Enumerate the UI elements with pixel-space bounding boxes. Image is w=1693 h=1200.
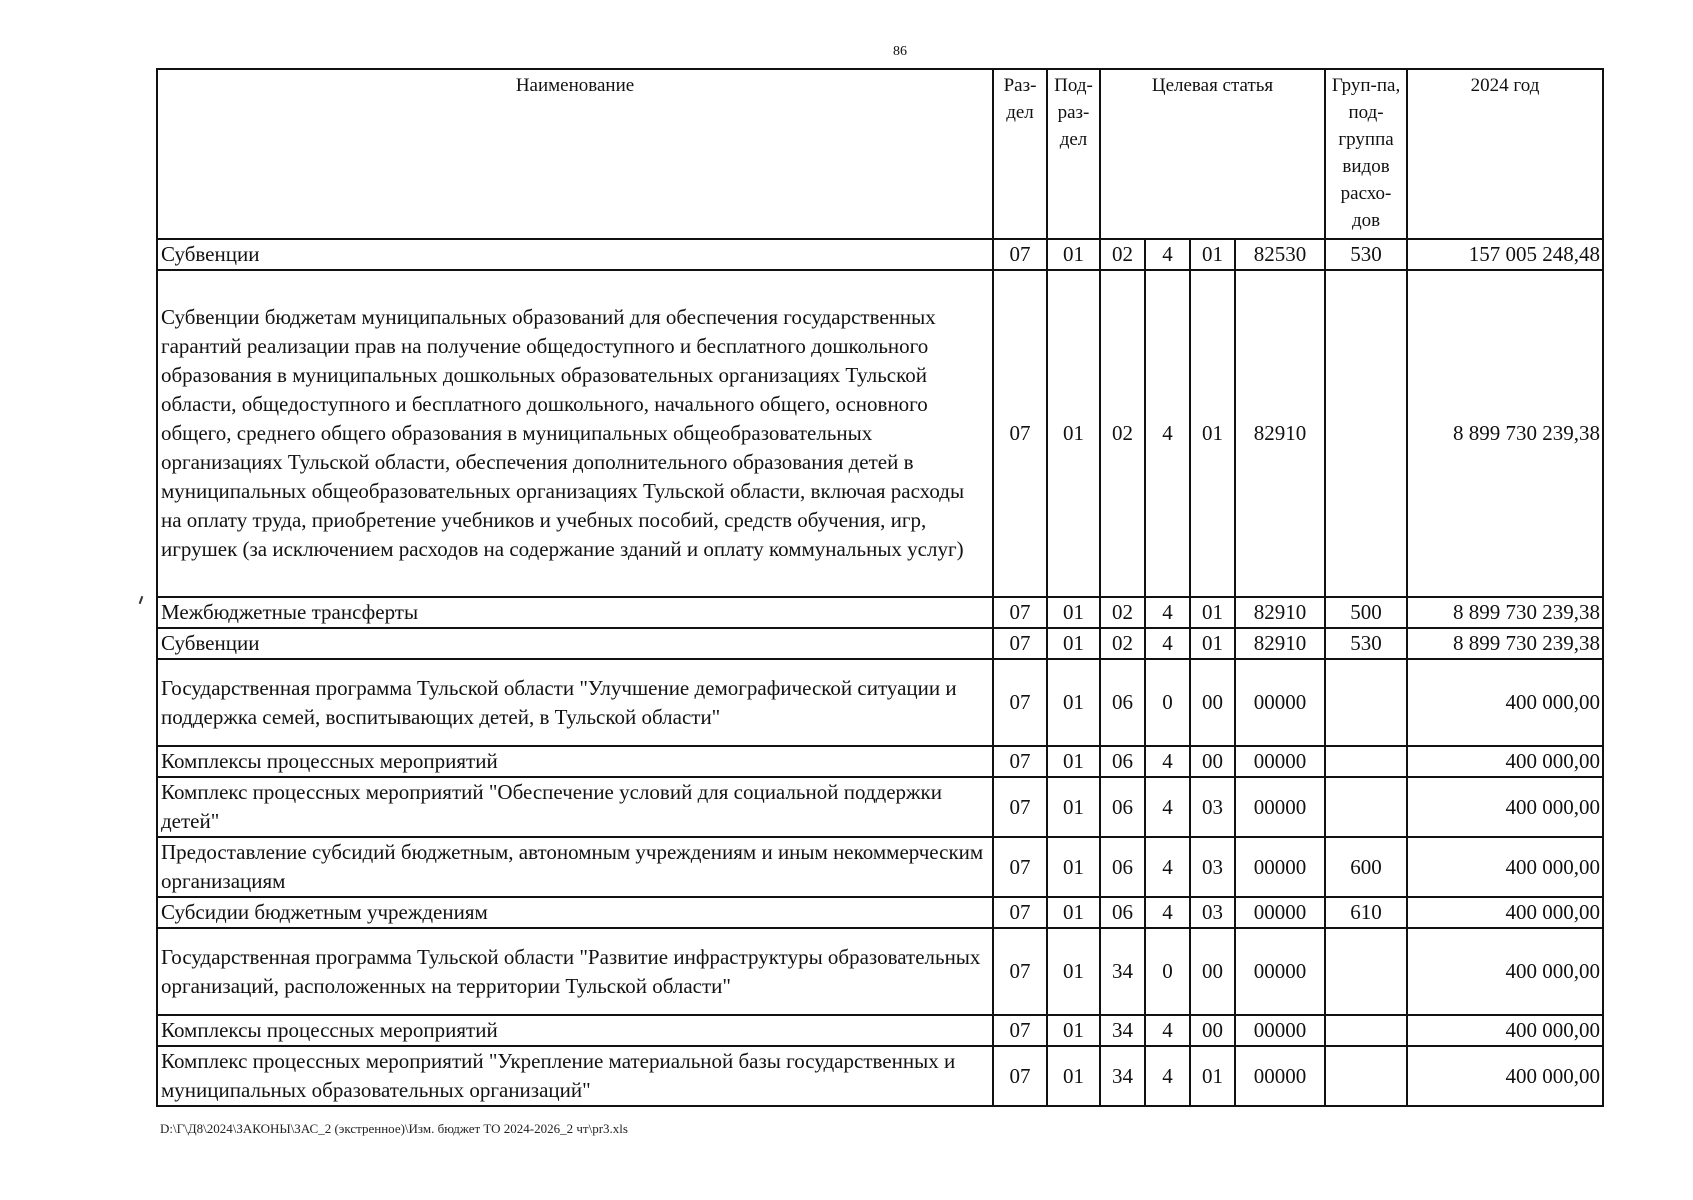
header-name: Наименование — [157, 69, 993, 239]
row-expense-group — [1325, 1046, 1407, 1106]
row-subsection: 01 — [1047, 897, 1100, 928]
row-amount: 400 000,00 — [1407, 837, 1603, 897]
row-article-program: 06 — [1100, 659, 1145, 746]
row-section: 07 — [993, 597, 1047, 628]
row-subsection: 01 — [1047, 1015, 1100, 1046]
table-row — [157, 777, 1603, 837]
table-row — [157, 1015, 1603, 1046]
row-article-program: 34 — [1100, 1015, 1145, 1046]
row-section: 07 — [993, 270, 1047, 597]
row-article-subprogram: 01 — [1190, 239, 1235, 270]
row-name: Субвенции — [157, 628, 993, 659]
row-amount: 400 000,00 — [1407, 897, 1603, 928]
row-article-direction: 00000 — [1235, 659, 1325, 746]
row-expense-group: 610 — [1325, 897, 1407, 928]
row-article-subprogram: 03 — [1190, 897, 1235, 928]
row-article-type: 4 — [1145, 777, 1190, 837]
row-expense-group — [1325, 777, 1407, 837]
row-article-direction: 00000 — [1235, 928, 1325, 1015]
row-section: 07 — [993, 928, 1047, 1015]
row-subsection: 01 — [1047, 270, 1100, 597]
row-article-subprogram: 01 — [1190, 597, 1235, 628]
row-expense-group — [1325, 746, 1407, 777]
row-article-subprogram: 00 — [1190, 659, 1235, 746]
table-row — [157, 659, 1603, 746]
row-article-type: 4 — [1145, 746, 1190, 777]
row-article-type: 0 — [1145, 659, 1190, 746]
row-article-subprogram: 01 — [1190, 628, 1235, 659]
header-target-article: Целевая статья — [1100, 69, 1325, 239]
row-article-direction: 82530 — [1235, 239, 1325, 270]
header-subsection: Под-раз-дел — [1047, 69, 1100, 239]
row-subsection: 01 — [1047, 239, 1100, 270]
row-article-direction: 82910 — [1235, 270, 1325, 597]
table-row — [157, 746, 1603, 777]
row-article-program: 02 — [1100, 239, 1145, 270]
row-section: 07 — [993, 239, 1047, 270]
header-section: Раз-дел — [993, 69, 1047, 239]
row-section: 07 — [993, 777, 1047, 837]
row-section: 07 — [993, 897, 1047, 928]
header-year: 2024 год — [1407, 69, 1603, 239]
table-row — [157, 597, 1603, 628]
header-row — [157, 69, 1603, 239]
row-article-program: 06 — [1100, 897, 1145, 928]
stray-mark — [139, 596, 144, 604]
row-name: Комплекс процессных мероприятий "Обеспечение условий для социальной поддержки детей" — [157, 777, 993, 837]
row-expense-group — [1325, 659, 1407, 746]
row-name: Субвенции — [157, 239, 993, 270]
row-amount: 400 000,00 — [1407, 928, 1603, 1015]
row-article-program: 06 — [1100, 777, 1145, 837]
row-article-type: 4 — [1145, 837, 1190, 897]
row-article-program: 06 — [1100, 837, 1145, 897]
row-article-direction: 00000 — [1235, 746, 1325, 777]
row-section: 07 — [993, 746, 1047, 777]
row-article-subprogram: 00 — [1190, 928, 1235, 1015]
row-section: 07 — [993, 659, 1047, 746]
row-subsection: 01 — [1047, 777, 1100, 837]
table-row — [157, 1046, 1603, 1106]
row-article-program: 34 — [1100, 928, 1145, 1015]
row-amount: 157 005 248,48 — [1407, 239, 1603, 270]
row-article-program: 34 — [1100, 1046, 1145, 1106]
row-expense-group — [1325, 270, 1407, 597]
row-section: 07 — [993, 1046, 1047, 1106]
row-subsection: 01 — [1047, 1046, 1100, 1106]
row-article-subprogram: 03 — [1190, 837, 1235, 897]
row-article-subprogram: 00 — [1190, 746, 1235, 777]
row-name: Государственная программа Тульской области "Развитие инфраструктуры образовательных организаций, расположенных на территории Тульской области" — [157, 928, 993, 1015]
row-amount: 400 000,00 — [1407, 1046, 1603, 1106]
table-row — [157, 837, 1603, 897]
row-article-type: 4 — [1145, 1046, 1190, 1106]
table-row — [157, 270, 1603, 597]
row-article-type: 4 — [1145, 270, 1190, 597]
footer-file-path: D:\Г\Д8\2024\ЗАКОНЫ\ЗАС_2 (экстренное)\Изм. бюджет ТО 2024-2026_2 чт\pr3.xls — [160, 1121, 628, 1136]
table-row — [157, 239, 1603, 270]
budget-table — [156, 68, 1604, 1107]
row-subsection: 01 — [1047, 628, 1100, 659]
header-expense-group: Груп-па, под-группа видов расхо-дов — [1325, 69, 1407, 239]
row-name: Предоставление субсидий бюджетным, автономным учреждениям и иным некоммерческим организациям — [157, 837, 993, 897]
table-row — [157, 928, 1603, 1015]
row-article-type: 4 — [1145, 1015, 1190, 1046]
row-article-direction: 00000 — [1235, 1015, 1325, 1046]
row-amount: 400 000,00 — [1407, 659, 1603, 746]
row-expense-group: 530 — [1325, 239, 1407, 270]
row-amount: 400 000,00 — [1407, 777, 1603, 837]
row-article-subprogram: 01 — [1190, 270, 1235, 597]
row-section: 07 — [993, 1015, 1047, 1046]
row-article-type: 4 — [1145, 628, 1190, 659]
table-row — [157, 628, 1603, 659]
row-article-direction: 00000 — [1235, 897, 1325, 928]
row-subsection: 01 — [1047, 837, 1100, 897]
row-article-direction: 00000 — [1235, 1046, 1325, 1106]
row-name: Комплекс процессных мероприятий "Укрепление материальной базы государственных и муниципальных образовательных организаций" — [157, 1046, 993, 1106]
row-subsection: 01 — [1047, 597, 1100, 628]
row-article-type: 4 — [1145, 597, 1190, 628]
row-article-type: 4 — [1145, 897, 1190, 928]
row-expense-group: 530 — [1325, 628, 1407, 659]
row-amount: 400 000,00 — [1407, 1015, 1603, 1046]
row-article-direction: 00000 — [1235, 777, 1325, 837]
row-article-type: 0 — [1145, 928, 1190, 1015]
row-name: Комплексы процессных мероприятий — [157, 746, 993, 777]
row-amount: 8 899 730 239,38 — [1407, 628, 1603, 659]
row-article-program: 06 — [1100, 746, 1145, 777]
row-article-program: 02 — [1100, 628, 1145, 659]
row-amount: 400 000,00 — [1407, 746, 1603, 777]
page-number: 86 — [893, 44, 907, 59]
row-expense-group: 500 — [1325, 597, 1407, 628]
row-article-type: 4 — [1145, 239, 1190, 270]
row-article-direction: 00000 — [1235, 837, 1325, 897]
row-name: Субсидии бюджетным учреждениям — [157, 897, 993, 928]
row-amount: 8 899 730 239,38 — [1407, 597, 1603, 628]
row-name: Комплексы процессных мероприятий — [157, 1015, 993, 1046]
row-name: Государственная программа Тульской области "Улучшение демографической ситуации и поддержка семей, воспитывающих детей, в Тульской области" — [157, 659, 993, 746]
row-article-direction: 82910 — [1235, 628, 1325, 659]
row-article-subprogram: 01 — [1190, 1046, 1235, 1106]
row-article-subprogram: 03 — [1190, 777, 1235, 837]
row-article-direction: 82910 — [1235, 597, 1325, 628]
row-article-program: 02 — [1100, 270, 1145, 597]
row-section: 07 — [993, 837, 1047, 897]
row-subsection: 01 — [1047, 659, 1100, 746]
row-expense-group — [1325, 1015, 1407, 1046]
row-name: Субвенции бюджетам муниципальных образований для обеспечения государственных гарантий реализации прав на получение общедоступного и бесплатного дошкольного образования в муниципальных дошкольных образовательных организациях Тульской области, общедоступного и бесплатного дошкольного, начального общего, основного общего, среднего общего образования в муниципальных общеобразовательных организациях Тульской области, обеспечения дополнительного образования детей в муниципальных общеобразовательных организациях Тульской области, включая расходы на оплату труда, приобретение учебников и учебных пособий, средств обучения, игр, игрушек (за исключением расходов на содержание зданий и оплату коммунальных услуг) — [157, 270, 993, 597]
row-name: Межбюджетные трансферты — [157, 597, 993, 628]
row-amount: 8 899 730 239,38 — [1407, 270, 1603, 597]
row-subsection: 01 — [1047, 746, 1100, 777]
row-expense-group — [1325, 928, 1407, 1015]
row-subsection: 01 — [1047, 928, 1100, 1015]
row-article-subprogram: 00 — [1190, 1015, 1235, 1046]
table-row — [157, 897, 1603, 928]
row-article-program: 02 — [1100, 597, 1145, 628]
row-expense-group: 600 — [1325, 837, 1407, 897]
row-section: 07 — [993, 628, 1047, 659]
